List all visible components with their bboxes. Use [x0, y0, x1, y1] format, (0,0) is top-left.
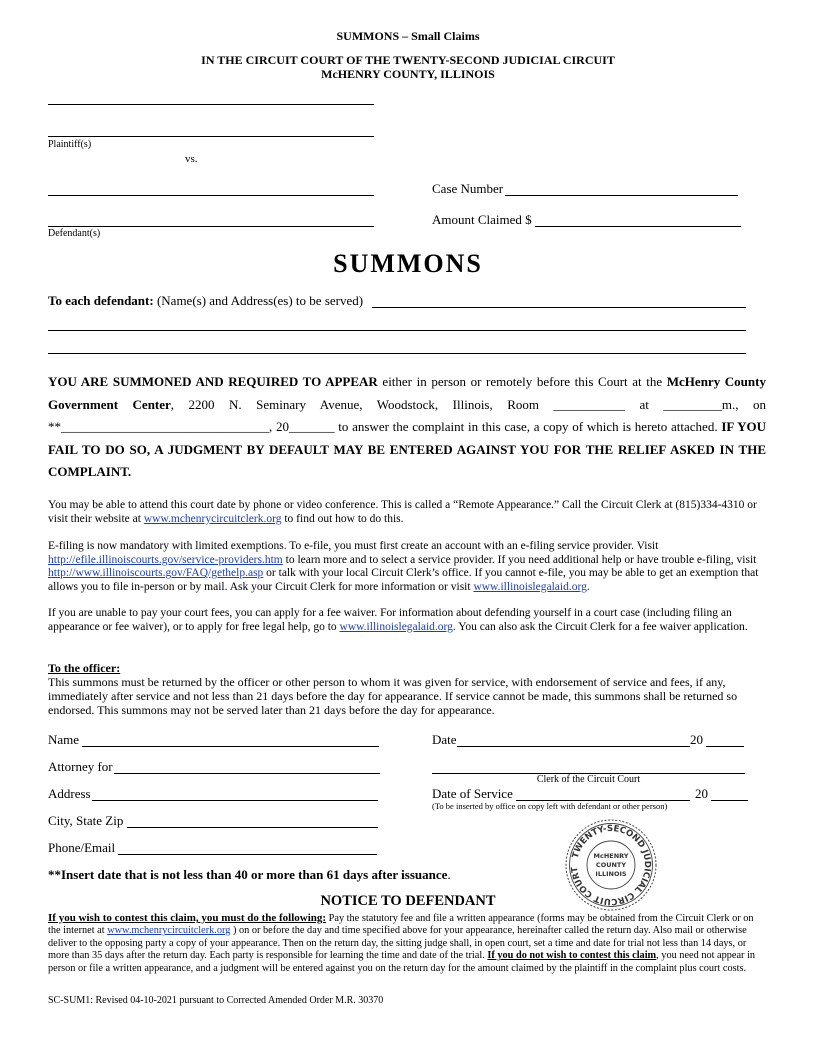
court-line-1: IN THE CIRCUIT COURT OF THE TWENTY-SECOND JUDICIAL CIRCUIT: [201, 53, 615, 67]
gethelp-link[interactable]: http://www.illinoiscourts.gov/FAQ/gethelp.asp: [48, 567, 264, 580]
notice-clerk-link[interactable]: www.mchenrycircuitclerk.org: [107, 925, 231, 937]
phone-email-label: Phone/Email: [48, 840, 116, 855]
notice-text-1: Pay the statutory fee and file a written appearance (forms may be obtained from the Circuit Clerk or on the internet at: [48, 913, 754, 937]
city-state-zip-input-line[interactable]: [127, 827, 378, 828]
page-title: SUMMONS: [333, 249, 483, 278]
address-label: Address: [48, 786, 91, 801]
fee-legalaid-link[interactable]: www.illinoislegalaid.org: [339, 620, 453, 633]
attorney-for-label: Attorney for: [48, 759, 113, 774]
seal-ring-text: TWENTY-SECOND JUDICIAL CIRCUIT COURT: [569, 823, 653, 907]
clerk-website-link[interactable]: www.mchenrycircuitclerk.org: [143, 512, 282, 525]
fee-text-1: If you are unable to pay your court fees, you can apply for a fee waiver. For information about defending yourself in a court case (including filing an appearance or fee waiver), or to apply for free legal help, go to: [48, 607, 732, 633]
city-state-zip-label: City, State Zip: [48, 813, 124, 828]
plaintiff-line-2[interactable]: [48, 136, 374, 137]
address-input-line[interactable]: [92, 800, 378, 801]
efiling-text-2: to learn more and to select a service provider. If you need additional help or have trouble e-filing, visit: [282, 553, 757, 566]
defendant-address-line-1[interactable]: [372, 307, 746, 308]
efiling-text-3: or talk with your local Circuit Clerk’s office. If you cannot e-file, you may be able to get an exemption that allows you to file in-person or by mail. Ask your Circuit Clerk for more information or visit: [48, 567, 759, 593]
phone-email-input-line[interactable]: [118, 854, 377, 855]
remote-appearance-paragraph: [48, 499, 766, 526]
defendant-label: Defendant(s): [48, 228, 101, 239]
defendant-address-line-3[interactable]: [48, 353, 746, 354]
name-label: Name: [48, 732, 80, 747]
to-defendant-row: [48, 293, 363, 309]
amount-claimed-label: Amount Claimed $: [432, 212, 532, 227]
defendant-address-line-2[interactable]: [48, 330, 746, 331]
clerk-caption: Clerk of the Circuit Court: [536, 774, 641, 785]
legalaid-link[interactable]: www.illinoislegalaid.org: [473, 580, 587, 593]
remote-text-2: to find out how to do this.: [281, 512, 404, 525]
name-field-row: [48, 732, 79, 748]
summons-warning: IF YOU FAIL TO DO SO, A JUDGMENT BY DEFAULT MAY BE ENTERED AGAINST YOU FOR THE RELIEF ASKED IN THE COMPLAINT.: [48, 419, 766, 479]
plaintiff-label: Plaintiff(s): [48, 139, 92, 150]
seal-center-line-3: ILLINOIS: [595, 870, 627, 878]
date-year-input[interactable]: [706, 746, 744, 747]
fee-text-2: . You can also ask the Circuit Clerk for a fee waiver application.: [452, 620, 748, 633]
notice-bold-end: If you do not wish to contest this claim: [487, 950, 657, 962]
insert-date-note-bold: **Insert date that is not less than 40 or more than 61 days after issuance: [48, 867, 448, 882]
efiling-text-4: .: [586, 580, 590, 593]
insert-date-note-end: .: [447, 867, 451, 882]
summons-bold-open: YOU ARE SUMMONED AND REQUIRED TO APPEAR: [48, 374, 378, 389]
seal-center-line-2: COUNTY: [595, 861, 627, 869]
service-year-input[interactable]: [711, 800, 748, 801]
summons-location: McHenry County Government Center: [48, 374, 766, 412]
defendant-line-1[interactable]: [48, 195, 374, 196]
form-footer: SC-SUM1: Revised 04-10-2021 pursuant to Corrected Amended Order M.R. 30370: [48, 995, 384, 1006]
date-input-line[interactable]: [457, 746, 690, 747]
case-number-label: Case Number: [432, 181, 504, 196]
to-defendant-label: To each defendant:: [48, 293, 154, 308]
notice-text-3: , you need not appear in person or file a written appearance, and a judgment will be entered against you on the return day for the amount claimed by the plaintiff in the complaint plus court costs.: [48, 950, 756, 974]
phone-field-row: [48, 840, 115, 856]
efiling-paragraph: [48, 540, 766, 594]
summons-text-3: ________________________________, 20_______ to answer the complaint in this case, a copy of which is hereto attached.: [61, 419, 722, 434]
attorney-field-row: [48, 759, 113, 775]
efile-providers-link[interactable]: http://efile.illinoiscourts.gov/service-providers.htm: [48, 553, 283, 566]
efiling-text-1: E-filing is now mandatory with limited exemptions. To e-file, you must first create an account with an e-filing service provider. Visit: [48, 540, 659, 552]
court-line-2: McHENRY COUNTY, ILLINOIS: [321, 67, 495, 81]
notice-title: NOTICE TO DEFENDANT: [320, 893, 496, 909]
attorney-for-input-line[interactable]: [114, 773, 380, 774]
date-label: Date: [432, 732, 457, 747]
defendant-line-2[interactable]: [48, 226, 374, 227]
notice-paragraph: [48, 912, 766, 975]
summons-text-1: either in person or remotely before this Court at the: [377, 374, 667, 389]
summons-text-2: , 2200 N. Seminary Avenue, Woodstock, Illinois, Room ___________ at _________m., on **: [48, 396, 766, 434]
plaintiff-line-1[interactable]: [48, 104, 374, 105]
form-title: SUMMONS – Small Claims: [336, 29, 480, 43]
case-number-field[interactable]: [505, 195, 738, 196]
remote-text-1: You may be able to attend this court date by phone or video conference. This is called a “Remote Appearance.” Call the Circuit Clerk at (815)334-4310 or visit their website at: [48, 499, 757, 525]
date-of-service-label: Date of Service: [432, 786, 513, 801]
seal-center-line-1: McHENRY: [593, 852, 629, 860]
fee-waiver-paragraph: [48, 607, 766, 634]
court-name: [0, 53, 816, 81]
insert-date-note: [48, 867, 451, 883]
address-field-row: [48, 786, 91, 802]
to-defendant-note: (Name(s) and Address(es) to be served): [156, 293, 364, 308]
amount-claimed-field[interactable]: [535, 226, 741, 227]
city-field-row: [48, 813, 123, 829]
summons-paragraph: [48, 371, 766, 484]
notice-text-2: ) on or before the day and time specified above for your appearance, hereinafter called the return day. Also mail or otherwise deliver to the opposing party a copy of your appearance. Then on the return day, the sitting judge shall, in open court, set a time and date for trial not less than 14 days, or more than 35 days after the return day. Each party is responsible for learning the time and date of the trial.: [48, 925, 747, 962]
notice-lead: If you wish to contest this claim, you must do the following:: [48, 912, 327, 924]
officer-heading: To the officer:: [48, 661, 121, 675]
officer-text: This summons must be returned by the officer or other person to whom it was given for service, with endorsement of service and fees, if any, immediately after service and not less than 21 days before the day for appearance. If service cannot be made, this summons shall be returned so endorsed. This summons may not be served later than 21 days before the day for appearance.: [48, 675, 738, 717]
name-input-line[interactable]: [82, 746, 379, 747]
service-year-prefix: 20: [695, 786, 708, 801]
date-year-prefix: 20: [690, 732, 703, 747]
vs-label: vs.: [185, 153, 198, 165]
service-note: (To be inserted by office on copy left with defendant or other person): [432, 801, 668, 811]
